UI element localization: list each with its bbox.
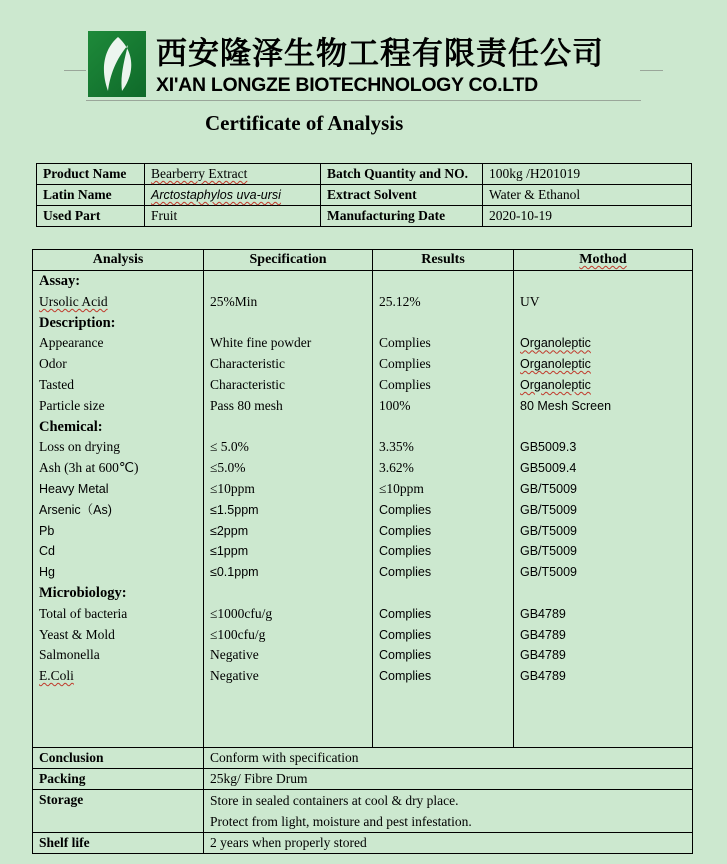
table-cell: Complies — [379, 606, 432, 621]
table-cell: Appearance — [39, 335, 104, 351]
table-cell: Complies — [379, 565, 432, 580]
table-cell: UV — [520, 293, 540, 309]
table-cell — [514, 583, 692, 604]
table-cell: GB/T5009 — [520, 481, 577, 496]
table-cell: Salmonella — [39, 647, 100, 663]
table-cell: Loss on drying — [39, 439, 120, 455]
table-cell: 100% — [379, 397, 411, 413]
latin-name-value: Arctostaphylos uva-ursi — [145, 185, 321, 206]
storage-label: Storage — [33, 790, 204, 833]
table-cell — [373, 271, 513, 292]
solvent-value: Water & Ethanol — [483, 185, 692, 206]
table-cell: Particle size — [39, 397, 105, 413]
table-cell — [204, 583, 372, 604]
table-cell: GB/T5009 — [520, 544, 577, 559]
date-label: Manufacturing Date — [321, 206, 483, 227]
table-cell: E.Coli — [39, 668, 74, 684]
header-rule-right — [640, 70, 663, 71]
shelf-life-label: Shelf life — [33, 833, 204, 854]
table-cell: 25%Min — [210, 293, 258, 309]
header-rule-bottom — [86, 100, 641, 101]
table-cell: ≤1.5ppm — [210, 502, 259, 517]
table-cell: Complies — [379, 648, 432, 663]
packing-value: 25kg/ Fibre Drum — [204, 769, 693, 790]
table-cell: Yeast & Mold — [39, 626, 115, 642]
leaf-logo-icon — [88, 31, 146, 97]
packing-label: Packing — [33, 769, 204, 790]
section-heading: Chemical: — [39, 418, 103, 435]
table-cell: White fine powder — [210, 335, 312, 351]
table-cell: ≤5.0% — [210, 460, 246, 476]
table-cell: Complies — [379, 376, 431, 392]
table-cell: Complies — [379, 627, 432, 642]
product-name-value: Bearberry Extract — [145, 164, 321, 185]
table-cell: GB/T5009 — [520, 565, 577, 580]
table-cell: Characteristic — [210, 356, 285, 372]
conclusion-label: Conclusion — [33, 748, 204, 769]
col-header-method: Mothod — [514, 250, 693, 271]
company-name-cn: 西安隆泽生物工程有限责任公司 — [156, 36, 604, 72]
table-cell: Hg — [39, 565, 55, 580]
table-cell: Complies — [379, 523, 432, 538]
used-part-value: Fruit — [145, 206, 321, 227]
shelf-life-value: 2 years when properly stored — [204, 833, 693, 854]
analysis-table — [32, 249, 693, 854]
date-value: 2020-10-19 — [483, 206, 692, 227]
table-cell: Organoleptic — [520, 357, 591, 372]
table-cell: ≤1000cfu/g — [210, 605, 273, 621]
table-cell: Tasted — [39, 376, 75, 392]
table-cell: Complies — [379, 669, 432, 684]
table-cell: ≤10ppm — [210, 480, 255, 496]
specification-column — [204, 271, 373, 748]
table-cell: Odor — [39, 356, 67, 372]
table-cell: Pb — [39, 523, 55, 538]
table-cell: Complies — [379, 356, 431, 372]
table-cell — [514, 271, 692, 292]
section-heading: Microbiology: — [39, 584, 127, 601]
table-cell: Ursolic Acid — [39, 293, 108, 309]
results-column — [373, 271, 514, 748]
product-name-label: Product Name — [37, 164, 145, 185]
table-cell — [514, 313, 692, 334]
method-column — [514, 271, 693, 748]
storage-line-2: Protect from light, moisture and pest infestation. — [210, 814, 472, 829]
table-cell: 25.12% — [379, 293, 421, 309]
analysis-column — [33, 271, 204, 748]
table-cell — [514, 417, 692, 438]
table-cell: GB5009.3 — [520, 440, 577, 455]
latin-name-label: Latin Name — [37, 185, 145, 206]
table-cell: Characteristic — [210, 376, 285, 392]
table-cell: GB/T5009 — [520, 523, 577, 538]
conclusion-value: Conform with specification — [204, 748, 693, 769]
table-cell: GB4789 — [520, 606, 566, 621]
table-cell: Ash (3h at 600℃) — [39, 460, 139, 476]
section-heading: Description: — [39, 314, 116, 331]
product-info-table — [36, 163, 692, 227]
table-cell: Pass 80 mesh — [210, 397, 283, 413]
table-cell: Arsenic（As) — [39, 502, 112, 517]
document-title: Certificate of Analysis — [205, 111, 404, 135]
table-cell: Cd — [39, 544, 55, 559]
table-cell: 3.35% — [379, 439, 414, 455]
table-cell: GB4789 — [520, 627, 566, 642]
table-cell: Complies — [379, 502, 432, 517]
table-cell — [204, 313, 372, 334]
col-header-results: Results — [373, 250, 514, 271]
table-cell: Negative — [210, 647, 259, 663]
batch-label: Batch Quantity and NO. — [321, 164, 483, 185]
table-cell: GB4789 — [520, 669, 566, 684]
solvent-label: Extract Solvent — [321, 185, 483, 206]
table-cell — [373, 313, 513, 334]
storage-line-1: Store in sealed containers at cool & dry place. — [210, 793, 459, 808]
table-cell: GB/T5009 — [520, 502, 577, 517]
table-cell: Total of bacteria — [39, 605, 128, 621]
header-rule-left — [64, 70, 86, 71]
table-cell: ≤100cfu/g — [210, 626, 266, 642]
table-cell: ≤0.1ppm — [210, 565, 259, 580]
table-cell: Heavy Metal — [39, 481, 109, 496]
table-cell — [204, 417, 372, 438]
table-cell: Complies — [379, 544, 432, 559]
col-header-specification: Specification — [204, 250, 373, 271]
col-header-analysis: Analysis — [33, 250, 204, 271]
table-cell: ≤10ppm — [379, 480, 424, 496]
table-cell: ≤ 5.0% — [210, 439, 249, 455]
table-cell: ≤2ppm — [210, 523, 249, 538]
batch-value: 100kg /H201019 — [483, 164, 692, 185]
table-cell: ≤1ppm — [210, 544, 249, 559]
table-cell: GB4789 — [520, 648, 566, 663]
table-cell: Negative — [210, 668, 259, 684]
table-cell — [373, 583, 513, 604]
table-cell: GB5009.4 — [520, 461, 577, 476]
used-part-label: Used Part — [37, 206, 145, 227]
table-cell: 80 Mesh Screen — [520, 398, 612, 413]
table-cell: Organoleptic — [520, 336, 591, 351]
table-cell: Organoleptic — [520, 377, 591, 392]
section-heading: Assay: — [39, 273, 81, 289]
table-cell — [204, 271, 372, 292]
table-cell: Complies — [379, 335, 431, 351]
table-cell — [373, 417, 513, 438]
table-cell: 3.62% — [379, 460, 414, 476]
storage-value — [204, 790, 693, 833]
company-name-en: XI'AN LONGZE BIOTECHNOLOGY CO.LTD — [156, 74, 538, 96]
